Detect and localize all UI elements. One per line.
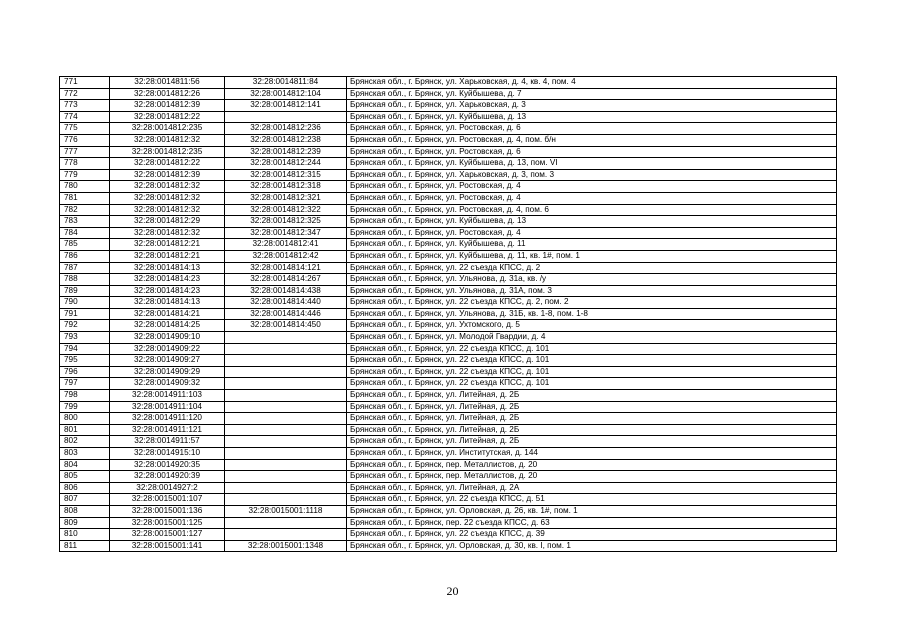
related-cadastral-number-cell: 32:28:0014812:244 xyxy=(225,158,347,170)
row-number-cell: 782 xyxy=(60,204,110,216)
table-row xyxy=(60,505,837,517)
cadastral-number-cell: 32:28:0014909:10 xyxy=(110,332,225,344)
cadastral-number-cell: 32:28:0014812:235 xyxy=(110,123,225,135)
page-number: 20 xyxy=(446,584,459,598)
table-row xyxy=(60,134,837,146)
cadastral-number-cell: 32:28:0014911:121 xyxy=(110,424,225,436)
cadastral-number-cell: 32:28:0014812:32 xyxy=(110,227,225,239)
address-cell: Брянская обл., г. Брянск, пер. Металлистов, д. 20 xyxy=(347,471,837,483)
related-cadastral-number-cell: 32:28:0014812:238 xyxy=(225,134,347,146)
cadastral-number-cell: 32:28:0015001:125 xyxy=(110,517,225,529)
row-number-cell: 808 xyxy=(60,505,110,517)
address-cell: Брянская обл., г. Брянск, ул. Орловская, д. 26, кв. 1#, пом. 1 xyxy=(347,505,837,517)
related-cadastral-number-cell xyxy=(225,366,347,378)
table-row xyxy=(60,111,837,123)
address-cell: Брянская обл., г. Брянск, ул. Харьковская, д. 4, кв. 4, пом. 4 xyxy=(347,77,837,89)
row-number-cell: 807 xyxy=(60,494,110,506)
related-cadastral-number-cell: 32:28:0014812:236 xyxy=(225,123,347,135)
row-number-cell: 799 xyxy=(60,401,110,413)
related-cadastral-number-cell xyxy=(225,413,347,425)
address-cell: Брянская обл., г. Брянск, ул. Институтская, д. 144 xyxy=(347,448,837,460)
cadastral-number-cell: 32:28:0014814:13 xyxy=(110,297,225,309)
address-cell: Брянская обл., г. Брянск, ул. Харьковская, д. 3 xyxy=(347,100,837,112)
cadastral-number-cell: 32:28:0014812:32 xyxy=(110,181,225,193)
row-number-cell: 778 xyxy=(60,158,110,170)
table-row xyxy=(60,239,837,251)
row-number-cell: 791 xyxy=(60,308,110,320)
table-row xyxy=(60,158,837,170)
related-cadastral-number-cell xyxy=(225,448,347,460)
address-cell: Брянская обл., г. Брянск, ул. Куйбышева, д. 7 xyxy=(347,88,837,100)
related-cadastral-number-cell: 32:28:0014812:104 xyxy=(225,88,347,100)
related-cadastral-number-cell xyxy=(225,424,347,436)
row-number-cell: 790 xyxy=(60,297,110,309)
row-number-cell: 789 xyxy=(60,285,110,297)
table-row xyxy=(60,320,837,332)
table-row xyxy=(60,378,837,390)
cadastral-number-cell: 32:28:0014812:21 xyxy=(110,250,225,262)
address-cell: Брянская обл., г. Брянск, ул. Ростовская, д. 4 xyxy=(347,227,837,239)
related-cadastral-number-cell xyxy=(225,332,347,344)
related-cadastral-number-cell: 32:28:0014812:325 xyxy=(225,216,347,228)
cadastral-number-cell: 32:28:0014812:22 xyxy=(110,111,225,123)
row-number-cell: 780 xyxy=(60,181,110,193)
table-row xyxy=(60,366,837,378)
address-cell: Брянская обл., г. Брянск, ул. 22 съезда КПСС, д. 101 xyxy=(347,355,837,367)
cadastral-number-cell: 32:28:0014911:103 xyxy=(110,390,225,402)
cadastral-number-cell: 32:28:0014812:29 xyxy=(110,216,225,228)
cadastral-number-cell: 32:28:0014812:21 xyxy=(110,239,225,251)
related-cadastral-number-cell xyxy=(225,378,347,390)
address-cell: Брянская обл., г. Брянск, ул. 22 съезда КПСС, д. 39 xyxy=(347,529,837,541)
address-cell: Брянская обл., г. Брянск, ул. Литейная, д. 2Б xyxy=(347,390,837,402)
related-cadastral-number-cell xyxy=(225,436,347,448)
cadastral-number-cell: 32:28:0014811:56 xyxy=(110,77,225,89)
related-cadastral-number-cell xyxy=(225,459,347,471)
related-cadastral-number-cell: 32:28:0014814:121 xyxy=(225,262,347,274)
related-cadastral-number-cell: 32:28:0014814:450 xyxy=(225,320,347,332)
related-cadastral-number-cell: 32:28:0014812:347 xyxy=(225,227,347,239)
address-cell: Брянская обл., г. Брянск, ул. 22 съезда КПСС, д. 101 xyxy=(347,343,837,355)
related-cadastral-number-cell xyxy=(225,111,347,123)
address-cell: Брянская обл., г. Брянск, ул. Литейная, д. 2Б xyxy=(347,413,837,425)
related-cadastral-number-cell xyxy=(225,355,347,367)
address-cell: Брянская обл., г. Брянск, ул. Куйбышева, д. 13 xyxy=(347,216,837,228)
row-number-cell: 796 xyxy=(60,366,110,378)
cadastral-number-cell: 32:28:0014911:104 xyxy=(110,401,225,413)
row-number-cell: 787 xyxy=(60,262,110,274)
table-row xyxy=(60,494,837,506)
related-cadastral-number-cell xyxy=(225,529,347,541)
table-row xyxy=(60,308,837,320)
address-cell: Брянская обл., г. Брянск, пер. 22 съезда КПСС, д. 63 xyxy=(347,517,837,529)
cadastral-number-cell: 32:28:0014911:57 xyxy=(110,436,225,448)
table-row xyxy=(60,123,837,135)
address-cell: Брянская обл., г. Брянск, ул. Ростовская, д. 6 xyxy=(347,123,837,135)
cadastral-number-cell: 32:28:0014812:39 xyxy=(110,100,225,112)
address-cell: Брянская обл., г. Брянск, ул. Литейная, д. 2Б xyxy=(347,436,837,448)
table-row xyxy=(60,355,837,367)
address-cell: Брянская обл., г. Брянск, ул. Ульянова, д. 31а, кв. /у xyxy=(347,274,837,286)
table-row xyxy=(60,274,837,286)
cadastral-number-cell: 32:28:0014911:120 xyxy=(110,413,225,425)
row-number-cell: 811 xyxy=(60,540,110,552)
related-cadastral-number-cell xyxy=(225,494,347,506)
row-number-cell: 803 xyxy=(60,448,110,460)
table-row xyxy=(60,517,837,529)
address-cell: Брянская обл., г. Брянск, ул. Куйбышева, д. 11, кв. 1#, пом. 1 xyxy=(347,250,837,262)
row-number-cell: 805 xyxy=(60,471,110,483)
related-cadastral-number-cell: 32:28:0014814:438 xyxy=(225,285,347,297)
table-row xyxy=(60,297,837,309)
row-number-cell: 795 xyxy=(60,355,110,367)
cadastral-number-cell: 32:28:0014814:25 xyxy=(110,320,225,332)
table-row xyxy=(60,332,837,344)
related-cadastral-number-cell: 32:28:0014812:321 xyxy=(225,192,347,204)
row-number-cell: 794 xyxy=(60,343,110,355)
address-cell: Брянская обл., г. Брянск, ул. Литейная, д. 2Б xyxy=(347,424,837,436)
table-row xyxy=(60,471,837,483)
row-number-cell: 788 xyxy=(60,274,110,286)
cadastral-number-cell: 32:28:0015001:107 xyxy=(110,494,225,506)
cadastral-number-cell: 32:28:0014814:21 xyxy=(110,308,225,320)
address-cell: Брянская обл., г. Брянск, ул. 22 съезда КПСС, д. 101 xyxy=(347,378,837,390)
row-number-cell: 771 xyxy=(60,77,110,89)
cadastral-number-cell: 32:28:0014920:35 xyxy=(110,459,225,471)
table-row xyxy=(60,192,837,204)
cadastral-number-cell: 32:28:0014909:29 xyxy=(110,366,225,378)
cadastral-number-cell: 32:28:0014812:32 xyxy=(110,134,225,146)
row-number-cell: 784 xyxy=(60,227,110,239)
cadastral-number-cell: 32:28:0014909:27 xyxy=(110,355,225,367)
related-cadastral-number-cell: 32:28:0014812:318 xyxy=(225,181,347,193)
address-cell: Брянская обл., г. Брянск, ул. 22 съезда КПСС, д. 2, пом. 2 xyxy=(347,297,837,309)
table-row xyxy=(60,390,837,402)
row-number-cell: 775 xyxy=(60,123,110,135)
related-cadastral-number-cell: 32:28:0014812:315 xyxy=(225,169,347,181)
address-cell: Брянская обл., г. Брянск, ул. Ульянова, д. 31Б, кв. 1-8, пом. 1-8 xyxy=(347,308,837,320)
table-row xyxy=(60,401,837,413)
related-cadastral-number-cell xyxy=(225,401,347,413)
related-cadastral-number-cell: 32:28:0014814:267 xyxy=(225,274,347,286)
row-number-cell: 793 xyxy=(60,332,110,344)
table-row xyxy=(60,250,837,262)
table-row xyxy=(60,424,837,436)
address-cell: Брянская обл., г. Брянск, ул. Харьковская, д. 3, пом. 3 xyxy=(347,169,837,181)
related-cadastral-number-cell: 32:28:0014812:322 xyxy=(225,204,347,216)
cadastral-number-cell: 32:28:0014812:39 xyxy=(110,169,225,181)
row-number-cell: 801 xyxy=(60,424,110,436)
table-row xyxy=(60,77,837,89)
address-cell: Брянская обл., г. Брянск, ул. Куйбышева, д. 13, пом. VI xyxy=(347,158,837,170)
cadastral-number-cell: 32:28:0014812:32 xyxy=(110,192,225,204)
row-number-cell: 810 xyxy=(60,529,110,541)
row-number-cell: 772 xyxy=(60,88,110,100)
cadastral-number-cell: 32:28:0014812:22 xyxy=(110,158,225,170)
row-number-cell: 798 xyxy=(60,390,110,402)
table-row xyxy=(60,540,837,552)
related-cadastral-number-cell: 32:28:0014812:239 xyxy=(225,146,347,158)
row-number-cell: 773 xyxy=(60,100,110,112)
address-cell: Брянская обл., г. Брянск, ул. Ростовская, д. 4 xyxy=(347,192,837,204)
registry-table xyxy=(59,76,837,552)
table-row xyxy=(60,181,837,193)
address-cell: Брянская обл., г. Брянск, ул. Куйбышева, д. 13 xyxy=(347,111,837,123)
address-cell: Брянская обл., г. Брянск, ул. Орловская, д. 30, кв. I, пом. 1 xyxy=(347,540,837,552)
cadastral-number-cell: 32:28:0015001:141 xyxy=(110,540,225,552)
cadastral-number-cell: 32:28:0014927:2 xyxy=(110,482,225,494)
row-number-cell: 781 xyxy=(60,192,110,204)
related-cadastral-number-cell: 32:28:0014812:42 xyxy=(225,250,347,262)
row-number-cell: 802 xyxy=(60,436,110,448)
row-number-cell: 800 xyxy=(60,413,110,425)
cadastral-number-cell: 32:28:0015001:127 xyxy=(110,529,225,541)
address-cell: Брянская обл., г. Брянск, ул. Литейная, д. 2А xyxy=(347,482,837,494)
table-row xyxy=(60,482,837,494)
address-cell: Брянская обл., г. Брянск, ул. Ростовская, д. 6 xyxy=(347,146,837,158)
row-number-cell: 809 xyxy=(60,517,110,529)
related-cadastral-number-cell: 32:28:0014814:440 xyxy=(225,297,347,309)
address-cell: Брянская обл., г. Брянск, ул. Ростовская, д. 4 xyxy=(347,181,837,193)
table-row xyxy=(60,436,837,448)
table-row xyxy=(60,343,837,355)
related-cadastral-number-cell: 32:28:0014812:141 xyxy=(225,100,347,112)
address-cell: Брянская обл., г. Брянск, ул. Ростовская, д. 4, пом. б/н xyxy=(347,134,837,146)
table-row xyxy=(60,216,837,228)
table-row xyxy=(60,100,837,112)
table-row xyxy=(60,227,837,239)
table-row xyxy=(60,448,837,460)
address-cell: Брянская обл., г. Брянск, ул. Молодой Гвардии, д. 4 xyxy=(347,332,837,344)
table-row xyxy=(60,529,837,541)
table-row xyxy=(60,169,837,181)
cadastral-number-cell: 32:28:0014920:39 xyxy=(110,471,225,483)
row-number-cell: 783 xyxy=(60,216,110,228)
row-number-cell: 806 xyxy=(60,482,110,494)
address-cell: Брянская обл., г. Брянск, ул. Литейная, д. 2Б xyxy=(347,401,837,413)
cadastral-number-cell: 32:28:0014909:22 xyxy=(110,343,225,355)
row-number-cell: 777 xyxy=(60,146,110,158)
address-cell: Брянская обл., г. Брянск, пер. Металлистов, д. 20 xyxy=(347,459,837,471)
cadastral-number-cell: 32:28:0014812:26 xyxy=(110,88,225,100)
address-cell: Брянская обл., г. Брянск, ул. 22 съезда КПСС, д. 2 xyxy=(347,262,837,274)
address-cell: Брянская обл., г. Брянск, ул. 22 съезда КПСС, д. 101 xyxy=(347,366,837,378)
table-row xyxy=(60,413,837,425)
related-cadastral-number-cell xyxy=(225,517,347,529)
table-row xyxy=(60,262,837,274)
row-number-cell: 792 xyxy=(60,320,110,332)
table-row xyxy=(60,459,837,471)
cadastral-number-cell: 32:28:0014814:23 xyxy=(110,285,225,297)
row-number-cell: 774 xyxy=(60,111,110,123)
address-cell: Брянская обл., г. Брянск, ул. Ульянова, д. 31А, пом. 3 xyxy=(347,285,837,297)
address-cell: Брянская обл., г. Брянск, ул. Ростовская, д. 4, пом. 6 xyxy=(347,204,837,216)
cadastral-number-cell: 32:28:0014909:32 xyxy=(110,378,225,390)
cadastral-number-cell: 32:28:0014814:23 xyxy=(110,274,225,286)
cadastral-number-cell: 32:28:0015001:136 xyxy=(110,505,225,517)
cadastral-number-cell: 32:28:0014915:10 xyxy=(110,448,225,460)
table-row xyxy=(60,146,837,158)
row-number-cell: 797 xyxy=(60,378,110,390)
cadastral-number-cell: 32:28:0014812:235 xyxy=(110,146,225,158)
related-cadastral-number-cell xyxy=(225,343,347,355)
related-cadastral-number-cell xyxy=(225,482,347,494)
related-cadastral-number-cell: 32:28:0015001:1118 xyxy=(225,505,347,517)
row-number-cell: 776 xyxy=(60,134,110,146)
table-row xyxy=(60,285,837,297)
cadastral-number-cell: 32:28:0014814:13 xyxy=(110,262,225,274)
row-number-cell: 786 xyxy=(60,250,110,262)
related-cadastral-number-cell: 32:28:0014814:446 xyxy=(225,308,347,320)
related-cadastral-number-cell: 32:28:0015001:1348 xyxy=(225,540,347,552)
related-cadastral-number-cell: 32:28:0014812:41 xyxy=(225,239,347,251)
address-cell: Брянская обл., г. Брянск, ул. Куйбышева, д. 11 xyxy=(347,239,837,251)
cadastral-number-cell: 32:28:0014812:32 xyxy=(110,204,225,216)
row-number-cell: 804 xyxy=(60,459,110,471)
row-number-cell: 779 xyxy=(60,169,110,181)
related-cadastral-number-cell xyxy=(225,471,347,483)
address-cell: Брянская обл., г. Брянск, ул. Ухтомского, д. 5 xyxy=(347,320,837,332)
related-cadastral-number-cell: 32:28:0014811:84 xyxy=(225,77,347,89)
registry-table-body xyxy=(60,77,837,552)
table-row xyxy=(60,204,837,216)
related-cadastral-number-cell xyxy=(225,390,347,402)
row-number-cell: 785 xyxy=(60,239,110,251)
table-row xyxy=(60,88,837,100)
address-cell: Брянская обл., г. Брянск, ул. 22 съезда КПСС, д. 51 xyxy=(347,494,837,506)
